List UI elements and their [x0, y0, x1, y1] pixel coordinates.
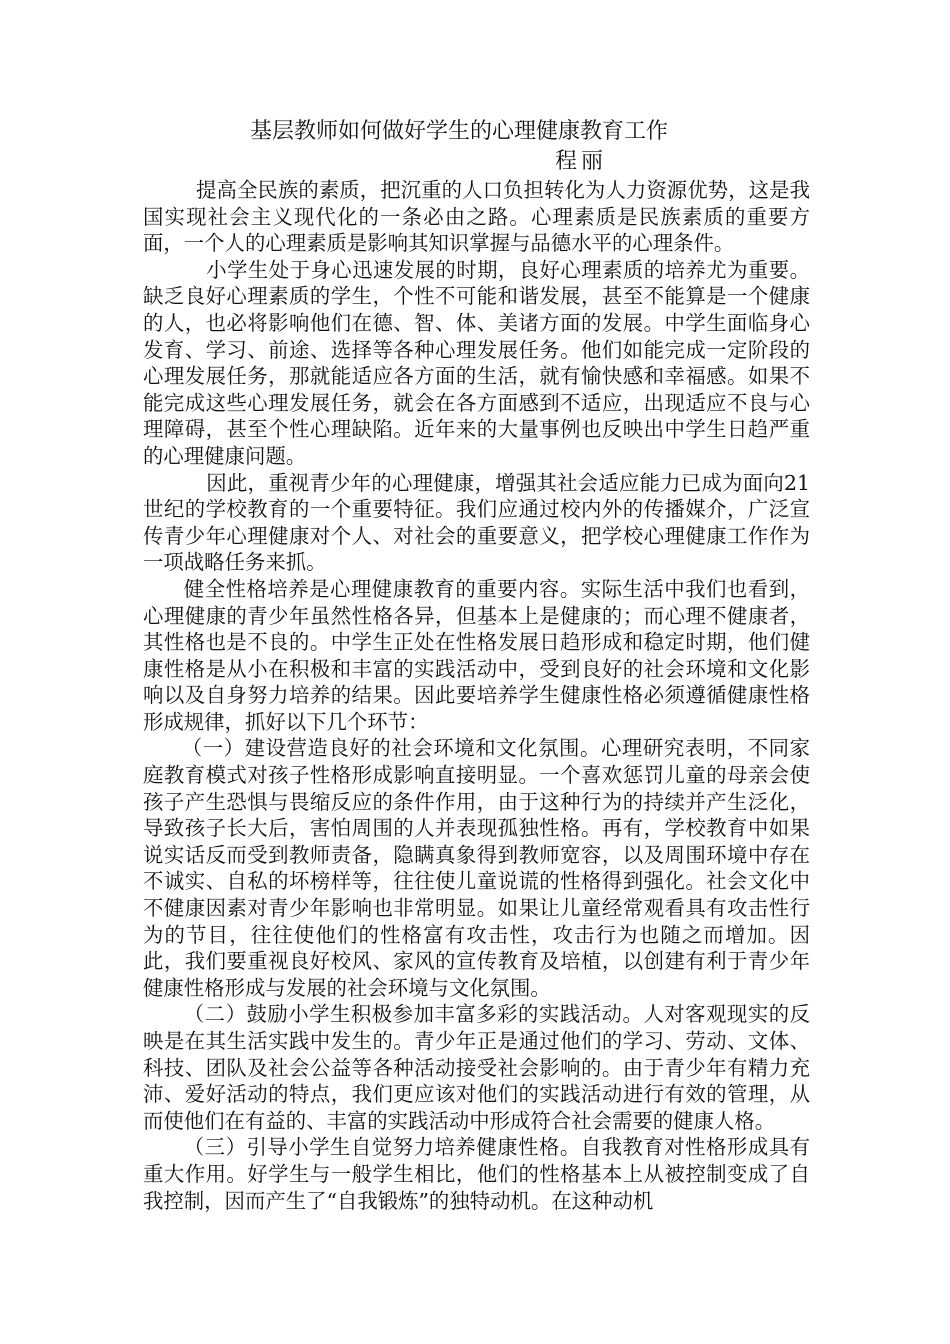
document-author: 程丽: [555, 149, 608, 174]
paragraph-2: 小学生处于身心迅速发展的时期，良好心理素质的培养尤为重要。缺乏良好心理素质的学生，个性不可能和谐发展，甚至不能算是一个健康的人，也必将影响他们在德、智、体、美诸方面的发展。中学生面临身心发育、学习、前途、选择等各种心理发展任务。他们如能完成一定阶段的心理发展任务，那就能适应各方面的生活，就有愉快感和幸福感。如果不能完成这些心理发展任务，就会在各方面感到不适应，出现适应不良与心理障碍，甚至个性心理缺陷。近年来的大量事例也反映出中学生日趋严重的心理健康问题。: [143, 257, 810, 468]
paragraph-1: 提高全民族的素质，把沉重的人口负担转化为人力资源优势，这是我国实现社会主义现代化的一条必由之路。心理素质是民族素质的重要方面，一个人的心理素质是影响其知识掌握与品德水平的心理条件。: [143, 178, 810, 256]
paragraph-7: （三）引导小学生自觉努力培养健康性格。自我教育对性格形成具有重大作用。好学生与一般学生相比，他们的性格基本上从被控制变成了自我控制，因而产生了“自我锻炼”的独特动机。在这种动机: [143, 1135, 810, 1213]
paragraph-5: （一）建设营造良好的社会环境和文化氛围。心理研究表明，不同家庭教育模式对孩子性格形成影响直接明显。一个喜欢惩罚儿童的母亲会使孩子产生恐惧与畏缩反应的条件作用，由于这种行为的持续并产生泛化，导致孩子长大后，害怕周围的人并表现孤独性格。再有，学校教育中如果说实话反而受到教师责备，隐瞒真象得到教师宽容，以及周围环境中存在不诚实、自私的坏榜样等，往往使儿童说谎的性格得到强化。社会文化中不健康因素对青少年影响也非常明显。如果让儿童经常观看具有攻击性行为的节目，往往使他们的性格富有攻击性，攻击行为也随之而增加。因此，我们要重视良好校风、家风的宣传教育及培植，以创建有利于青少年健康性格形成与发展的社会环境与文化氛围。: [143, 736, 810, 1000]
paragraph-4: 健全性格培养是心理健康教育的重要内容。实际生活中我们也看到，心理健康的青少年虽然性格各异，但基本上是健康的；而心理不健康者，其性格也是不良的。中学生正处在性格发展日趋形成和稳定时期，他们健康性格是从小在积极和丰富的实践活动中，受到良好的社会环境和文化影响以及自身努力培养的结果。因此要培养学生健康性格必须遵循健康性格形成规律，抓好以下几个环节：: [143, 576, 810, 734]
document-body: [143, 117, 810, 1214]
document-title: 基层教师如何做好学生的心理健康教育工作: [250, 119, 669, 144]
paragraph-3: 因此，重视青少年的心理健康，增强其社会适应能力已成为面向21世纪的学校教育的一个重要特征。我们应通过校内外的传播媒介，广泛宣传青少年心理健康对个人、对社会的重要意义，把学校心理健康工作作为一项战略任务来抓。: [143, 470, 810, 575]
paragraph-6: （二）鼓励小学生积极参加丰富多彩的实践活动。人对客观现实的反映是在其生活实践中发生的。青少年正是通过他们的学习、劳动、文体、科技、团队及社会公益等各种活动接受社会影响的。由于青少年有精力充沛、爱好活动的特点，我们更应该对他们的实践活动进行有效的管理，从而使他们在有益的、丰富的实践活动中形成符合社会需要的健康人格。: [143, 1002, 810, 1133]
